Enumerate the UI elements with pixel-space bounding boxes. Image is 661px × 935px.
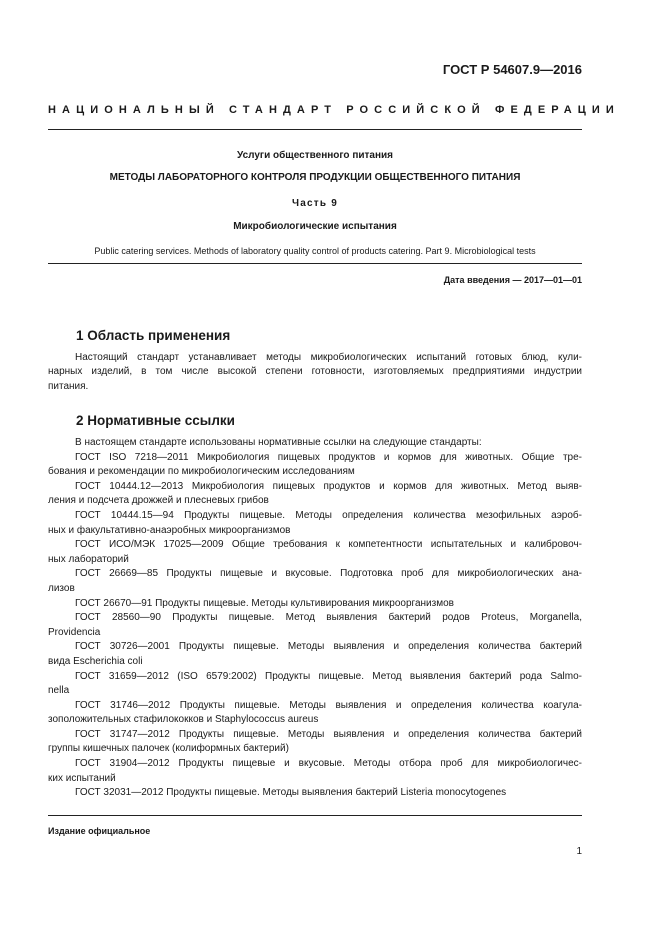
reference-line: зоположительных стафилококков и Staphylococcus aureus (48, 714, 319, 726)
service-title: Услуги общественного питания (237, 150, 393, 161)
text-line: нарных изделий, в том числе высокой степени готовности, изготовляемых предприятиями индустрии (48, 366, 582, 378)
reference-line: ГОСТ 10444.12—2013 Микробиология пищевых продуктов и кормов для животных. Метод выяв- (75, 480, 582, 492)
title-divider (48, 263, 582, 264)
reference-line: вида Escherichia coli (48, 655, 143, 667)
reference-line: ГОСТ 26670—91 Продукты пищевые. Методы культивирования микроорганизмов (75, 597, 454, 609)
header-divider (48, 129, 582, 130)
reference-line: ГОСТ 26669—85 Продукты пищевые и вкусовые. Подготовка проб для микробиологических ана- (75, 568, 582, 580)
reference-line: ГОСТ 32031—2012 Продукты пищевые. Методы выявления бактерий Listeria monocytogenes (75, 787, 507, 799)
reference-line: ГОСТ ISO 7218—2011 Микробиология пищевых продуктов и кормов для животных. Общие тре- (75, 451, 582, 463)
reference-line: nella (48, 685, 70, 697)
reference-line: ГОСТ 30726—2001 Продукты пищевые. Методы выявления и определения количества бактерий (75, 641, 582, 653)
page-number: 1 (576, 846, 582, 857)
section-2-heading: 2 Нормативные ссылки (76, 413, 235, 428)
text-line: В настоящем стандарте использованы нормативные ссылки на следующие стандарты: (75, 437, 482, 448)
reference-line: ГОСТ 31747—2012 Продукты пищевые. Методы выявления и определения количества бактерий (75, 728, 582, 740)
reference-line: ных лабораторий (48, 553, 129, 565)
reference-line: ГОСТ 28560—90 Продукты пищевые. Метод выявления бактерий родов Proteus, Morganella, (75, 612, 582, 624)
section-1-body (48, 351, 582, 394)
reference-line: ГОСТ ИСО/МЭК 17025—2009 Общие требования к компетентности испытательных и калибровоч- (75, 539, 582, 551)
reference-line: ких испытаний (48, 772, 116, 784)
official-edition-label: Издание официальное (48, 826, 151, 836)
reference-line: ГОСТ 31904—2012 Продукты пищевые и вкусовые. Методы отбора проб для микробиологичес- (75, 758, 582, 770)
document-title: МЕТОДЫ ЛАБОРАТОРНОГО КОНТРОЛЯ ПРОДУКЦИИ ОБЩЕСТВЕННОГО ПИТАНИЯ (109, 172, 521, 183)
reference-line: ГОСТ 31746—2012 Продукты пищевые. Методы выявления и определения количества коагула- (75, 699, 582, 711)
national-standard-heading: НАЦИОНАЛЬНЫЙ СТАНДАРТ РОССИЙСКОЙ ФЕДЕРАЦИИ (48, 104, 620, 116)
section-2-body (48, 436, 582, 801)
reference-line: лизов (48, 582, 75, 594)
effective-date: Дата введения — 2017—01—01 (443, 275, 582, 285)
reference-line: ления и подсчета дрожжей и плесневых грибов (48, 495, 269, 507)
text-line: Настоящий стандарт устанавливает методы микробиологических испытаний готовых блюд, кули- (75, 352, 582, 363)
document-number: ГОСТ Р 54607.9—2016 (442, 62, 582, 77)
text-line: питания. (48, 380, 89, 392)
footer-divider (48, 815, 582, 816)
english-title: Public catering services. Methods of laboratory quality control of products catering. Part 9. Microbiological tests (94, 246, 536, 256)
reference-line: группы кишечных палочек (колиформных бактерий) (48, 743, 289, 755)
document-subtitle: Микробиологические испытания (233, 221, 397, 232)
reference-line: бования и рекомендации по микробиологическим исследованиям (48, 466, 355, 478)
section-1-heading: 1 Область применения (76, 328, 231, 343)
reference-line: Providencia (48, 626, 101, 638)
reference-line: ГОСТ 31659—2012 (ISO 6579:2002) Продукты пищевые. Метод выявления бактерий рода Salmo- (75, 670, 582, 682)
reference-line: ГОСТ 10444.15—94 Продукты пищевые. Методы определения количества мезофильных аэроб- (75, 509, 582, 521)
reference-line: ных и факультативно-анаэробных микроорганизмов (48, 524, 291, 536)
part-label: Часть 9 (292, 198, 338, 209)
